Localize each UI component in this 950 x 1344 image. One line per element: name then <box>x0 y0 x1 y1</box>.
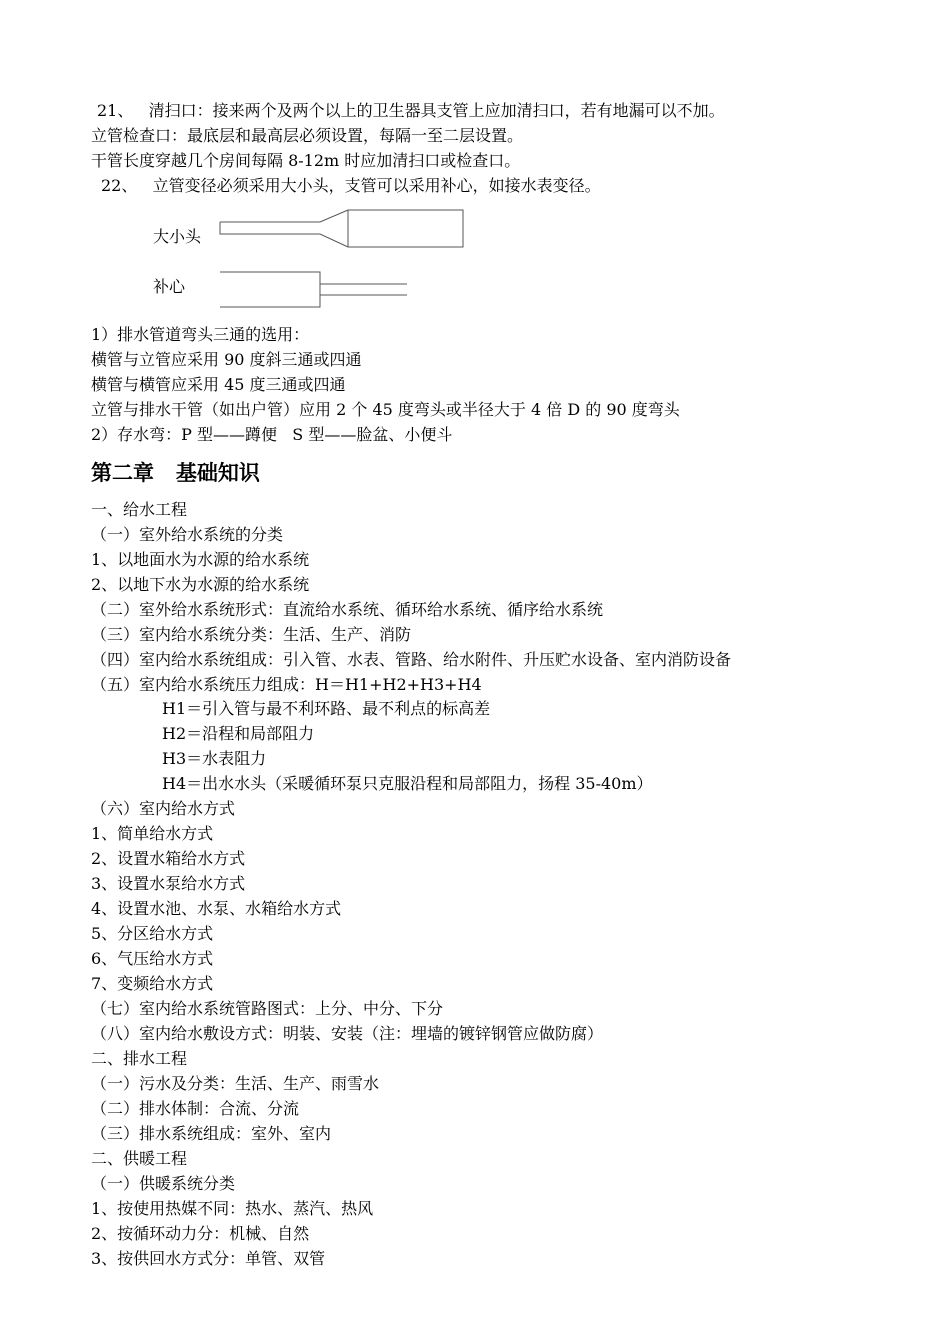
body-line: （七）室内给水系统管路图式：上分、中分、下分 <box>91 999 444 1018</box>
body-line: （三）室内给水系统分类：生活、生产、消防 <box>91 625 412 644</box>
formula-h3: H3＝水表阻力 <box>162 749 267 768</box>
bushing-diagram <box>218 270 410 310</box>
body-line: （三）排水系统组成：室外、室内 <box>91 1124 332 1143</box>
body-line: （二）排水体制：合流、分流 <box>91 1099 300 1118</box>
riser-inspection-line: 立管检查口：最底层和最高层必须设置，每隔一至二层设置。 <box>91 126 524 145</box>
body-line: 1、简单给水方式 <box>91 824 214 843</box>
item-22-reducer: 22、 立管变径必须采用大小头，支管可以采用补心，如接水表变径。 <box>101 176 601 195</box>
trap-line: 2）存水弯：P 型——蹲便 S 型——脸盆、小便斗 <box>91 425 453 444</box>
body-line: 4、设置水池、水泵、水箱给水方式 <box>91 899 342 918</box>
body-line: （六）室内给水方式 <box>91 799 236 818</box>
body-line: （五）室内给水系统压力组成：H＝H1+H2+H3+H4 <box>91 675 482 694</box>
fitting-selection-title: 1）排水管道弯头三通的选用： <box>91 325 310 344</box>
formula-h4: H4＝出水水头（采暖循环泵只克服沿程和局部阻力，扬程 35-40m） <box>162 774 653 793</box>
body-line: 5、分区给水方式 <box>91 924 214 943</box>
body-line: （二）室外给水系统形式：直流给水系统、循环给水系统、循序给水系统 <box>91 600 604 619</box>
section-heating: 二、供暖工程 <box>91 1149 188 1168</box>
section-water-supply: 一、给水工程 <box>91 500 188 519</box>
fitting-line-1: 横管与立管应采用 90 度斜三通或四通 <box>91 350 362 369</box>
body-line: 1、按使用热媒不同：热水、蒸汽、热风 <box>91 1199 374 1218</box>
body-line: 2、设置水箱给水方式 <box>91 849 246 868</box>
formula-h2: H2＝沿程和局部阻力 <box>162 724 315 743</box>
fitting-line-2: 横管与横管应采用 45 度三通或四通 <box>91 375 346 394</box>
reducer-label: 大小头 <box>153 227 202 246</box>
body-line: 6、气压给水方式 <box>91 949 214 968</box>
body-line: （四）室内给水系统组成：引入管、水表、管路、给水附件、升压贮水设备、室内消防设备 <box>91 650 732 669</box>
bushing-label: 补心 <box>153 277 186 296</box>
chapter-title: 第二章 基础知识 <box>91 461 260 485</box>
body-line: 3、设置水泵给水方式 <box>91 874 246 893</box>
body-line: 2、按循环动力分：机械、自然 <box>91 1224 310 1243</box>
body-line: 1、以地面水为水源的给水系统 <box>91 550 310 569</box>
item-21-cleanout: 21、 清扫口：接来两个及两个以上的卫生器具支管上应加清扫口，若有地漏可以不加。 <box>97 101 725 120</box>
formula-h1: H1＝引入管与最不利环路、最不利点的标高差 <box>162 699 491 718</box>
fitting-line-3: 立管与排水干管（如出户管）应用 2 个 45 度弯头或半径大于 4 倍 D 的 90 度弯头 <box>91 400 680 419</box>
section-drainage: 二、排水工程 <box>91 1049 188 1068</box>
main-pipe-length-line: 干管长度穿越几个房间每隔 8-12m 时应加清扫口或检查口。 <box>91 151 521 170</box>
body-line: （一）污水及分类：生活、生产、雨雪水 <box>91 1074 380 1093</box>
reducer-diagram <box>218 208 466 250</box>
body-line: （一）室外给水系统的分类 <box>91 525 284 544</box>
body-line: 7、变频给水方式 <box>91 974 214 993</box>
body-line: 3、按供回水方式分：单管、双管 <box>91 1249 326 1268</box>
body-line: 2、以地下水为水源的给水系统 <box>91 575 310 594</box>
body-line: （一）供暖系统分类 <box>91 1174 236 1193</box>
body-line: （八）室内给水敷设方式：明装、安装（注：埋墙的镀锌钢管应做防腐） <box>91 1024 604 1043</box>
